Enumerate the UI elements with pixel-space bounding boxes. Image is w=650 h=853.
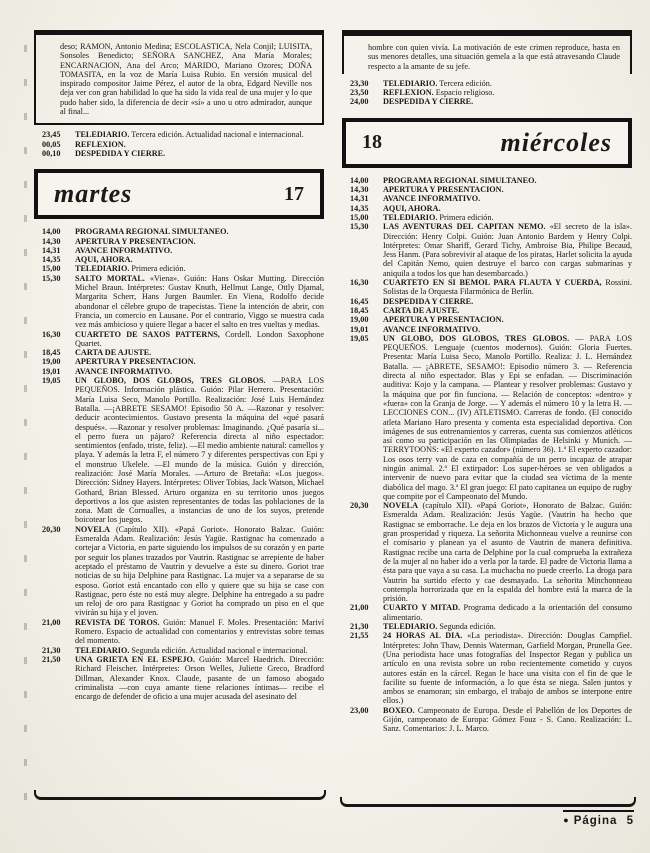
listing-title: AVANCE INFORMATIVO. xyxy=(383,324,481,334)
listing-time: 15,30 xyxy=(350,222,369,232)
listing-row xyxy=(350,278,632,297)
listing-time: 19,05 xyxy=(42,376,61,386)
listing-row xyxy=(350,603,632,622)
listing-time: 21,30 xyxy=(42,645,61,655)
listing-time: 15,30 xyxy=(42,273,61,283)
listing-time: 19,01 xyxy=(350,324,369,334)
listing-time: 14,35 xyxy=(42,255,61,265)
listing-time: 20,30 xyxy=(350,501,369,511)
listing-title: TELEDIARIO. xyxy=(383,622,438,632)
listing-text: TELEDIARIO. Segunda edición. Actualidad nacional e internacional. xyxy=(75,645,308,655)
day-number: 17 xyxy=(284,182,304,205)
listing-text xyxy=(380,194,632,203)
page-number-label: Página 5 xyxy=(573,815,634,827)
listing-row xyxy=(350,185,632,194)
listing-title: PROGRAMA REGIONAL SIMULTANEO. xyxy=(75,227,229,237)
column-miercoles xyxy=(342,30,632,734)
listing-text: TELEDIARIO. Primera edición. xyxy=(383,212,494,222)
listing-title: APERTURA Y PRESENTACION. xyxy=(75,357,196,367)
listing-time: 14,35 xyxy=(350,203,369,213)
listing-row xyxy=(42,348,324,357)
listing-text xyxy=(380,297,632,306)
listing-time: 00,05 xyxy=(42,139,61,149)
column-bottom-border xyxy=(34,790,326,800)
listing-time: 21,55 xyxy=(350,631,369,641)
listing-row xyxy=(350,97,632,106)
listing-row xyxy=(42,130,324,139)
listing-row xyxy=(350,213,632,222)
listing-text xyxy=(380,315,632,324)
listing-text: CUARTETO DE SAXOS PATTERNS, Cordell. London Saxophone Quartet. xyxy=(75,329,324,348)
listing-text: LAS AVENTURAS DEL CAPITAN NEMO. «El secreto de la isla». Dirección: Henry Colpi. Guión: Juan Antonio Bardem y Henry Colpi. Intérpretes: Omar Shariff, Gerard Tichy, Ambroise Bia, Philipe Becaud, Jess Hanm. (Para sobrevivir al ataque de los piratas, Harlet solicita la ayuda del Capitán Nemo, quien destruye el barco con cargas submarinas y aniquila a todos los que han desembarcado.) xyxy=(383,222,633,278)
day-header-martes xyxy=(34,169,324,219)
two-column-layout xyxy=(34,30,632,734)
listing-row xyxy=(42,264,324,273)
carryover-text: hombre con quien vivía. La motivación de este crimen reproduce, hasta en sus menores detalles, una situación gemela a la que está atravesando Claude respecto a la amante de su jefe. xyxy=(368,43,620,71)
listing-time: 24,00 xyxy=(350,97,369,107)
listing-time: 18,45 xyxy=(42,348,61,358)
listing-time: 23,00 xyxy=(350,705,369,715)
listing-title: REVISTA DE TOROS. xyxy=(75,617,160,627)
listing-title: TELEDIARIO. xyxy=(75,645,130,655)
listing-time: 14,00 xyxy=(42,227,61,237)
listing-row xyxy=(42,357,324,366)
listing-title: CARTA DE AJUSTE. xyxy=(75,348,152,358)
listing-row xyxy=(350,315,632,324)
listing-row xyxy=(42,646,324,655)
listing-time: 19,00 xyxy=(42,357,61,367)
listing-row xyxy=(350,297,632,306)
listing-title: BOXEO. xyxy=(383,705,415,715)
listing-text xyxy=(380,325,632,334)
listing-text xyxy=(380,185,632,194)
listing-text xyxy=(72,367,324,376)
listing-text xyxy=(380,176,632,185)
listing-row xyxy=(350,204,632,213)
listing-text: UN GLOBO, DOS GLOBOS, TRES GLOBOS. —PARA LOS PEQUEÑOS. Información plástica. Guión: Pilar Herrero. Presentación: María Luisa Seco, Manolo Portillo. Realización: José Luis Hernández Batalla. —¡ABRETE SESAMO! Episodio 50 A. —Razonar y resolver: deducir acontecimientos. Gustavo presenta la máquina del «qué pasará después». —Razonar y resolver problemas: Imaginando. ¿Qué pasaría si... el perro fuera un pájaro? Referencia directa al niño espectador: sentimientos (enfado, triste, feliz). —El medio ambiente natural: camellos y playa. Y además la letra F, el número 7 y diferentes perspectivas con Epi y el monstruo Ukelele. —El mundo de la música. Guión y dirección, realización: José María Morales. —Arturo de Bretaña: «Los juegos». Dirección: Sidney Hayers. Intérpretes: Oliver Tobias, Jack Watson, Michael Gothard, Brian Blessed. Arturo organiza en su territorio unos juegos deportivos a los que asisten representantes de todas las poblaciones de la zona. Matt de Cornualles, a instancias de uno de los suyos, pretende boicotear los juegos. xyxy=(75,376,325,525)
listing-time: 14,31 xyxy=(42,245,61,255)
listing-title: TELEDIARIO. xyxy=(75,264,130,274)
listing-title: 24 HORAS AL DIA. xyxy=(383,631,463,641)
listing-row xyxy=(350,176,632,185)
listing-text: NOVELA (capítulo XII). «Papá Goriot», Honorato de Balzac. Guión: Esmeralda Adam. Realización: Jesús Yagüe. (Vautrin ha hecho que Rastignac se emborrache. Le deja en los brazos de Victoria y le augura una gran prosperidad y riqueza. La señorita Michonneau vuelve a reunirse con el comisario y planean ya el asunto de Vautrin de manera definitiva. Rastignac recibe una carta de Delphine por la cual comprueba la extrañeza de la mujer al no haber ido a verla por la tarde. El padre de Victoria llama a ésta para que vaya a su casa. La muchacha no puede creerlo. La droga para Vautrin ha surtido efecto y cae desmayado. La señorita Minchonneau contempla horrorizada que en la espalda del hombre está la marca de la prisión. xyxy=(383,501,632,604)
listing-title: DESPEDIDA Y CIERRE. xyxy=(383,97,474,107)
listing-row xyxy=(350,88,632,97)
listing-row xyxy=(42,246,324,255)
carryover-text: deso; RAMON, Antonio Medina; ESCOLASTICA, Nela Conjil; LUISITA, Sonsoles Benedicto; SEÑORA SANCHEZ, Ana María Morales; ENCARNACION, Ana del Arco; MARIDO, Mariano Ozores; DOÑA TOMASITA, en la voz de María Luisa Rubio. En versión musical del inspirado compositor Jaime Pérez, el autor de la obra, Edgard Neville nos deja ver con gran habilidad lo que ha sido la vida real de una mujer y lo que pudo haber sido, la diferencia de decir «sí» a uno u otro admirador, aunque al final... xyxy=(60,42,312,117)
listing-text xyxy=(72,140,324,149)
listing-row xyxy=(350,306,632,315)
listing-title: TELEDIARIO. xyxy=(383,212,438,222)
listing-title: PROGRAMA REGIONAL SIMULTANEO. xyxy=(383,175,537,185)
listing-time: 19,05 xyxy=(350,333,369,343)
listing-time: 21,30 xyxy=(350,622,369,632)
listing-text: UNA GRIETA EN EL ESPEJO. Guión: Marcel Haedrich. Dirección: Richard Fleischer. Intérpretes: Orson Welles, Juliette Greco, Bradford Dillman, Alexander Knox. Claude, pasante de un famoso abogado criminalista —con cuya amante tiene relaciones íntimas— recibe el encargo de defender de oficio a una mujer acusada del asesinato del xyxy=(75,654,325,702)
listing-row xyxy=(350,706,632,734)
column-bottom-border xyxy=(340,797,636,807)
listing-text xyxy=(72,348,324,357)
listing-text xyxy=(380,306,632,315)
listing-title: NOVELA xyxy=(383,501,419,511)
listing-title: AVANCE INFORMATIVO. xyxy=(383,194,481,204)
listing-title: APERTURA Y PRESENTACION. xyxy=(383,315,504,325)
listing-title: LAS AVENTURAS DEL CAPITAN NEMO. xyxy=(383,222,546,232)
listing-time: 14,00 xyxy=(350,175,369,185)
listing-time: 16,45 xyxy=(350,296,369,306)
page-number xyxy=(563,810,634,827)
listing-text: TELEDIARIO. Tercera edición. Actualidad nacional e internacional. xyxy=(75,130,304,140)
listing-text xyxy=(72,357,324,366)
listing-title: NOVELA xyxy=(75,524,111,534)
listing-title: AQUI, AHORA. xyxy=(75,255,133,265)
listing-row xyxy=(42,330,324,349)
listing-time: 23,30 xyxy=(350,78,369,88)
listing-text xyxy=(380,204,632,213)
listing-title: AVANCE INFORMATIVO. xyxy=(75,245,173,255)
listing-time: 19,00 xyxy=(350,315,369,325)
listing-title: CUARTETO EN SI BEMOL PARA FLAUTA Y CUERDA, xyxy=(383,278,602,288)
late-night-listings xyxy=(34,130,324,158)
listing-row xyxy=(42,525,324,618)
listing-time: 14,30 xyxy=(350,185,369,195)
listing-row xyxy=(42,274,324,330)
listing-row xyxy=(350,194,632,203)
listing-title: APERTURA Y PRESENTACION. xyxy=(383,185,504,195)
listing-title: UN GLOBO, DOS GLOBOS, TRES GLOBOS. xyxy=(75,376,266,386)
listing-title: CUARTO Y MITAD. xyxy=(383,603,461,613)
listing-title: DESPEDIDA Y CIERRE. xyxy=(75,148,166,158)
listing-title: APERTURA Y PRESENTACION. xyxy=(75,236,196,246)
listing-row xyxy=(350,501,632,603)
listing-title: TELEDIARIO. xyxy=(75,130,130,140)
day-name: martes xyxy=(54,179,133,209)
listing-time: 23,50 xyxy=(350,88,369,98)
listing-title: TELEDIARIO. xyxy=(383,78,438,88)
listing-row xyxy=(42,149,324,158)
listing-text: CUARTETO EN SI BEMOL PARA FLAUTA Y CUERDA, Rossini. Solistas de la Orquesta Filarmónica de Berlín. xyxy=(383,278,632,297)
program-listings-miercoles xyxy=(342,176,632,734)
listing-time: 15,00 xyxy=(42,264,61,274)
listing-row xyxy=(350,631,632,705)
listing-text xyxy=(72,246,324,255)
listing-time: 20,30 xyxy=(42,524,61,534)
listing-row xyxy=(42,655,324,701)
listing-text: 24 HORAS AL DIA. «La periodista». Dirección: Douglas Campfiel. Intérpretes: John Thaw, Dennis Waterman, Garfield Morgan, Prunella Gee. (Una periodista hace unas fotografías del Inspector Regan y publica un artículo en una revista sobre un robo recientemente cometido y cuyos autores están en la cárcel. Regan le hace una visita con el fin de que le facilite su fuente de información, a lo que ésta se niega. Salen juntos y ambos se enamoran; sin embargo, el trabajo de ambos se interpone entre ellos.) xyxy=(383,631,632,706)
listing-text: TELEDIARIO. Primera edición. xyxy=(75,264,186,274)
listing-text: UN GLOBO, DOS GLOBOS, TRES GLOBOS. — PARA LOS PEQUEÑOS. Lenguaje (cuentos modernos). Guión: Gloria Fuertes. Presenta: María Luisa Seco, Manolo Portillo. Realiza: J. L. Hernández Batalla. — ¡ABRETE, SESAMO!: Episodio número 3. — Referencia directa al niño espectador. Blas y Epi se enfadan. — Discriminación auditiva: Kojo y la campana. — Plantear y resolver problemas: Gustavo y la máquina que por fin funciona. — Relación de conceptos: «dentro» y «fuera» con la Granja de Jorge. — Y además el número 10 y la letra H. — LECCIONES CON... (IV) ATLETISMO. Carreras de fondo. (El conocido atleta Mariano Haro presenta y comenta esta especialidad deportiva. Con imágenes de sus entrenamientos y carreras, cuenta sus comienzos atléticos así como su participación en las Olimpiadas de Helsinki y Munich. — TERRYTOONS: «El experto cazador» (número 36). 1.ª El experto cazador: Los osos terry van de caza en compañía de un perro incapaz de atrapar ningún animal. 2.ª El extirpador: Los super-héroes se ven obligados a intervenir de nuevo para evitar que la ciudad sea víctima de la mente diabólica del mago. 3.ª El gran juego: El pato capitanea un equipo de rugby que compite por el Campeonato del Mundo. xyxy=(383,333,632,501)
listing-time: 15,00 xyxy=(350,212,369,222)
listing-text xyxy=(72,227,324,236)
listing-title: UNA GRIETA EN EL ESPEJO. xyxy=(75,654,195,664)
listing-text xyxy=(72,149,324,158)
listing-row xyxy=(42,618,324,646)
listing-row xyxy=(350,334,632,501)
column-martes xyxy=(34,30,324,734)
listing-title: AVANCE INFORMATIVO. xyxy=(75,366,173,376)
listing-row xyxy=(350,222,632,278)
listing-title: REFLEXION. xyxy=(75,139,126,149)
listing-text: CUARTO Y MITAD. Programa dedicado a la orientación del consumo alimentario. xyxy=(383,603,632,622)
listing-title: CARTA DE AJUSTE. xyxy=(383,305,460,315)
listing-time: 18,45 xyxy=(350,305,369,315)
listing-row xyxy=(42,255,324,264)
listing-text: NOVELA (Capítulo XII). «Papá Goriot». Honorato Balzac. Guión: Esmeralda Adam. Realización: Jesús Yagüe. Rastignac ha comenzado a cortejar a Victoria, en parte siguiendo los impulsos de su corazón y en parte por seguir los planes trazados por Vautrin. Rastignac se arrepiente de haber aceptado el préstamo de Vautrin y devuelve a éste su dinero. Goriot trae noticias de su hija Delphine para Rastignac. La mujer va a separarse de su esposo. Goriot está encantado con ello y quiere que su hija se case con Rastignac, pero éste no está muy alegre. Delphine ha entregado a su padre un reloj de oro para Rastignac y Goriot ha comprado un piso en el que vivirán su hija y el joven. xyxy=(75,524,324,618)
listing-text xyxy=(380,97,632,106)
listing-text: BOXEO. Campeonato de Europa. Desde el Pabellón de los Deportes de Gijón, campeonato de Europa: Gómez Fouz - S. Cano. Realización: L. Sanz. Comentarios: J. L. Marco. xyxy=(383,705,632,734)
bullet-icon: ● xyxy=(563,815,570,825)
listing-text xyxy=(72,237,324,246)
listing-text: TELEDIARIO. Tercera edición. xyxy=(383,78,492,88)
listing-time: 21,00 xyxy=(42,617,61,627)
listing-time: 21,00 xyxy=(350,603,369,613)
listing-text: SALTO MORTAL. «Viena». Guión: Hans Oskar Mutting. Dirección Michel Braun. Intérpretes: Gustav Knuth, Hellmut Lange, Ottly Djamal, Margarita Scherr, Hans Jurgen Baumler. En Viena, Rodolfo decide abandonar el célebre grupo de trapecistas. Tiene la intención de abrir, con Francia, un comercio en Lausane. Por el contrario, Viggo se muestra cada vez más ambicioso y quiere llegar a hacer el salto en tres vueltas y medias. xyxy=(75,273,324,330)
listing-time: 21,50 xyxy=(42,654,61,664)
listing-text: REFLEXION. Espacio religioso. xyxy=(383,88,495,98)
listing-title: DESPEDIDA Y CIERRE. xyxy=(383,296,474,306)
listing-time: 19,01 xyxy=(42,366,61,376)
listing-row xyxy=(350,325,632,334)
late-night-listings xyxy=(342,79,632,107)
carryover-box-martes xyxy=(34,30,324,125)
day-name: miércoles xyxy=(500,127,612,157)
listing-row xyxy=(42,227,324,236)
listing-time: 16,30 xyxy=(42,329,61,339)
listing-time: 14,31 xyxy=(350,194,369,204)
carryover-box-miercoles xyxy=(342,30,632,74)
day-header-miercoles xyxy=(342,118,632,168)
listing-row xyxy=(42,140,324,149)
listing-title: UN GLOBO, DOS GLOBOS, TRES GLOBOS. xyxy=(383,333,570,343)
listing-title: SALTO MORTAL. xyxy=(75,273,145,283)
listing-text: TELEDIARIO. Segunda edición. xyxy=(383,622,496,632)
listing-text: REVISTA DE TOROS. Guión: Manuel F. Moles. Presentación: Mariví Romero. Espacio de actualidad con comentarios y entrevistas sobre temas del momento. xyxy=(75,617,324,646)
listing-time: 14,30 xyxy=(42,236,61,246)
listing-time: 00,10 xyxy=(42,148,61,158)
listing-row xyxy=(42,367,324,376)
listing-title: REFLEXION. xyxy=(383,88,434,98)
listing-row xyxy=(42,376,324,525)
listing-row xyxy=(42,237,324,246)
program-listings-martes xyxy=(34,227,324,701)
listing-row xyxy=(350,79,632,88)
listing-time: 23,45 xyxy=(42,130,61,140)
listing-time: 16,30 xyxy=(350,278,369,288)
listing-row xyxy=(350,622,632,631)
listing-title: CUARTETO DE SAXOS PATTERNS, xyxy=(75,329,220,339)
listing-text xyxy=(72,255,324,264)
listing-title: AQUI, AHORA. xyxy=(383,203,441,213)
day-number: 18 xyxy=(362,131,382,154)
